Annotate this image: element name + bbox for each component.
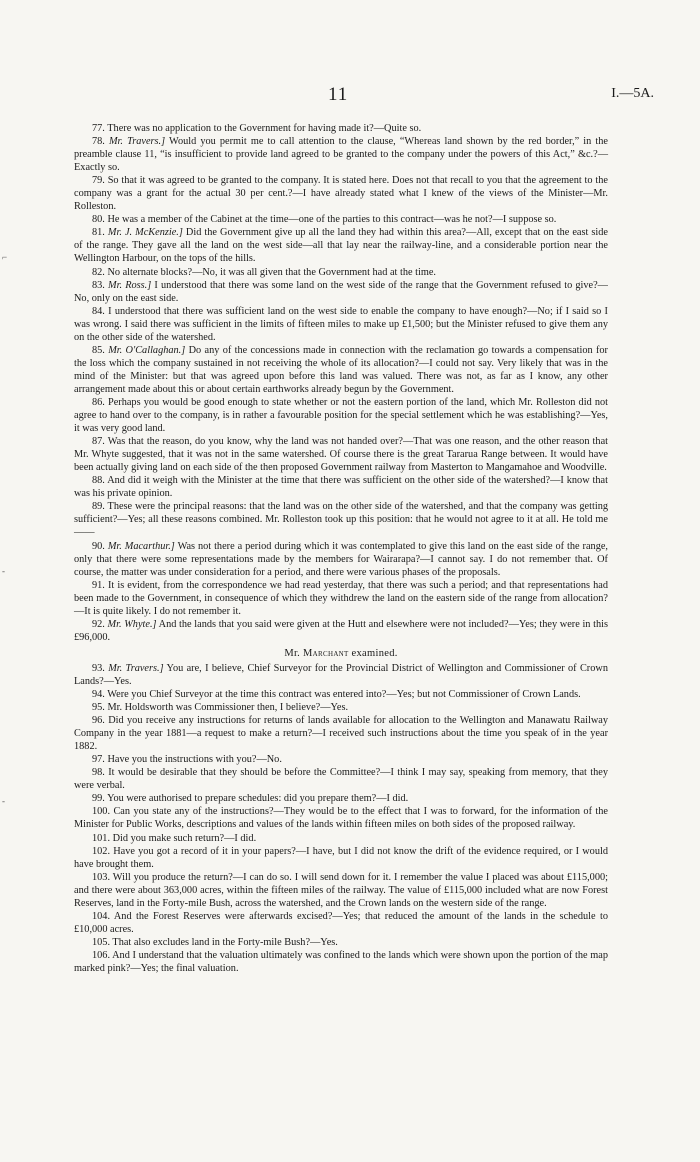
question-paragraph: 96. Did you receive any instructions for returns of lands available for allocation to the Wellington and Manawatu Railway Company in the year 1881—a request to make a return?—I received such instructions about the time you speak of in the year 1882. bbox=[74, 715, 608, 753]
speaker-name: Mr. Travers.] bbox=[108, 662, 164, 674]
question-paragraph: 85. Mr. O'Callaghan.] Do any of the concessions made in connection with the reclamation go towards a compensation for the loss which the company sustained in not receiving the whole of its allocation?—I could not say. Very likely that was in the mind of the Minister: but that was agreed upon before this land was valued. There was not, as far as I know, any other arrangement made about this or about certain earthworks already begun by the Government. bbox=[74, 344, 608, 395]
question-paragraph: 80. He was a member of the Cabinet at the time—one of the parties to this contract—was he not?—I suppose so. bbox=[92, 214, 557, 226]
question-paragraph: 77. There was no application to the Government for having made it?—Quite so. bbox=[92, 123, 422, 134]
testimony-part-2 bbox=[74, 662, 608, 975]
question-paragraph: 98. It would be desirable that they should be before the Committee?—I think I may say, speaking from memory, that they were verbal. bbox=[74, 767, 608, 792]
question-paragraph: 103. Will you produce the return?—I can do so. I will send down for it. I remember the value I placed was about £115,000; and there were about 363,000 acres, within the fifteen miles of the railway. The value of £115,000 included what are now Forest Reserves, land in the Forty-mile Bush, across the watershed, and the Crown lands on the western side of the range. bbox=[74, 871, 608, 909]
margin-mark-icon: ⌐ bbox=[2, 252, 8, 262]
question-paragraph: 104. And the Forest Reserves were afterwards excised?—Yes; that reduced the amount of the lands in the schedule to £10,000 acres. bbox=[74, 910, 608, 935]
question-paragraph: 84. I understood that there was sufficient land on the west side to enable the company to have enough?—No; if I said so I was wrong. I said there was sufficient in the limits of fifteen miles to make up £1,500; but the Minister refused to give them any on the other side of the watershed. bbox=[74, 305, 608, 343]
section-heading: Mr. Marchant examined. bbox=[284, 647, 398, 659]
question-paragraph: 81. Mr. J. McKenzie.] Did the Government give up all the land they had within this area?—All, except that on the east side of the range. They gave all the land on the west side—all that lay near the railway-line, and a considerable portion near the Wellington Harbour, on the tops of the hills. bbox=[74, 227, 608, 265]
page-number: 11 bbox=[328, 84, 349, 105]
speaker-name: Mr. Travers.] bbox=[108, 136, 166, 148]
question-paragraph: 100. Can you state any of the instructions?—They would be to the effect that I was to forward, for the information of the Minister for Public Works, descriptions and values of the lands within fifteen miles on both sides of the proposed railway. bbox=[74, 806, 608, 831]
question-paragraph: 82. No alternate blocks?—No, it was all given that the Government had at the time. bbox=[92, 266, 436, 278]
question-paragraph: 86. Perhaps you would be good enough to state whether or not the eastern portion of the land, which Mr. Rolleston did not agree to hand over to the company, is in rather a favourable position for the special settlement which he was establishing?—Yes, it was very good land. bbox=[74, 396, 608, 435]
testimony-part-1 bbox=[74, 122, 608, 644]
question-paragraph: 97. Have you the instructions with you?—No. bbox=[92, 754, 282, 766]
question-paragraph: 92. Mr. Whyte.] And the lands that you said were given at the Hutt and elsewhere were not included?—Yes; they were in this £96,000. bbox=[74, 618, 608, 643]
question-paragraph: 99. You were authorised to prepare schedules: did you prepare them?—I did. bbox=[92, 793, 409, 805]
question-paragraph: 90. Mr. Macarthur.] Was not there a period during which it was contemplated to give this land on the east side of the range, only that there were some representations made by the members for Wairarapa?—I cannot say. I do not remember that. Of course, the matter was under consideration for a period, and there were various phases of the proposals. bbox=[74, 540, 608, 578]
question-paragraph: 93. Mr. Travers.] You are, I believe, Chief Surveyor for the Provincial District of Wellington and Commissioner of Crown Lands?—Yes. bbox=[74, 662, 608, 687]
question-paragraph: 89. These were the principal reasons: that the land was on the other side of the watershed, and that the company was getting sufficient?—Yes; all these reasons combined. Mr. Rolleston took up this position: that he would not agree to it at all. He told me —— bbox=[74, 501, 608, 539]
question-paragraph: 87. Was that the reason, do you know, why the land was not handed over?—That was one reason, and the other reason that Mr. Whyte suggested, that it was not in the same watershed. Of course there is the great Tararua Range between. It would have been actually giving land on each side of the then proposed Government railway from Masterton to Mangamahoe and Woodville. bbox=[74, 436, 608, 474]
question-paragraph: 95. Mr. Holdsworth was Commissioner then, I believe?—Yes. bbox=[92, 702, 349, 714]
page-header bbox=[0, 84, 700, 106]
speaker-name: Mr. Whyte.] bbox=[107, 618, 157, 630]
speaker-name: Mr. O'Callaghan.] bbox=[108, 344, 186, 356]
speaker-name: Mr. Ross.] bbox=[108, 279, 152, 291]
question-paragraph: 94. Were you Chief Surveyor at the time this contract was entered into?—Yes; but not Commissioner of Crown Lands. bbox=[92, 689, 581, 701]
question-paragraph: 106. And I understand that the valuation ultimately was confined to the lands which were shown upon the portion of the map marked pink?—Yes; the final valuation. bbox=[74, 949, 608, 974]
question-paragraph: 101. Did you make such return?—I did. bbox=[92, 832, 257, 844]
document-reference: I.—5A. bbox=[611, 86, 654, 101]
margin-mark-icon: - bbox=[2, 566, 5, 576]
question-paragraph: 105. That also excludes land in the Forty-mile Bush?—Yes. bbox=[92, 936, 338, 948]
question-paragraph: 78. Mr. Travers.] Would you permit me to call attention to the clause, “Whereas land shown by the red border,” in the preamble clause 11, “is insufficient to provide land agreed to be granted to the company under the powers of this Act,” &c.?—Exactly so. bbox=[74, 136, 608, 174]
margin-mark-icon: - bbox=[2, 796, 5, 806]
document-body bbox=[74, 122, 608, 975]
speaker-name: Mr. J. McKenzie.] bbox=[107, 227, 183, 239]
question-paragraph: 83. Mr. Ross.] I understood that there was some land on the west side of the range that the Government refused to give?—No, only on the east side. bbox=[74, 279, 608, 304]
question-paragraph: 91. It is evident, from the correspondence we had read yesterday, that there was such a period; and that representations had been made to the Government, in consequence of which they withdrew the land on the eastern side of the range from allocation?—It is quite likely. I do not remember it. bbox=[74, 579, 608, 617]
question-paragraph: 102. Have you got a record of it in your papers?—I have, but I did not know the drift of the evidence required, or I would have brought them. bbox=[74, 845, 608, 870]
question-paragraph: 79. So that it was agreed to be granted to the company. It is stated here. Does not that recall to you that the agreement to the company was a grant for the actual 30 per cent.?—I have already stated what I knew of the views of the Minister—Mr. Rolleston. bbox=[74, 175, 608, 213]
speaker-name: Mr. Macarthur.] bbox=[107, 540, 175, 552]
question-paragraph: 88. And did it weigh with the Minister at the time that there was sufficient on the other side of the watershed?—I know that was his private opinion. bbox=[74, 475, 608, 500]
